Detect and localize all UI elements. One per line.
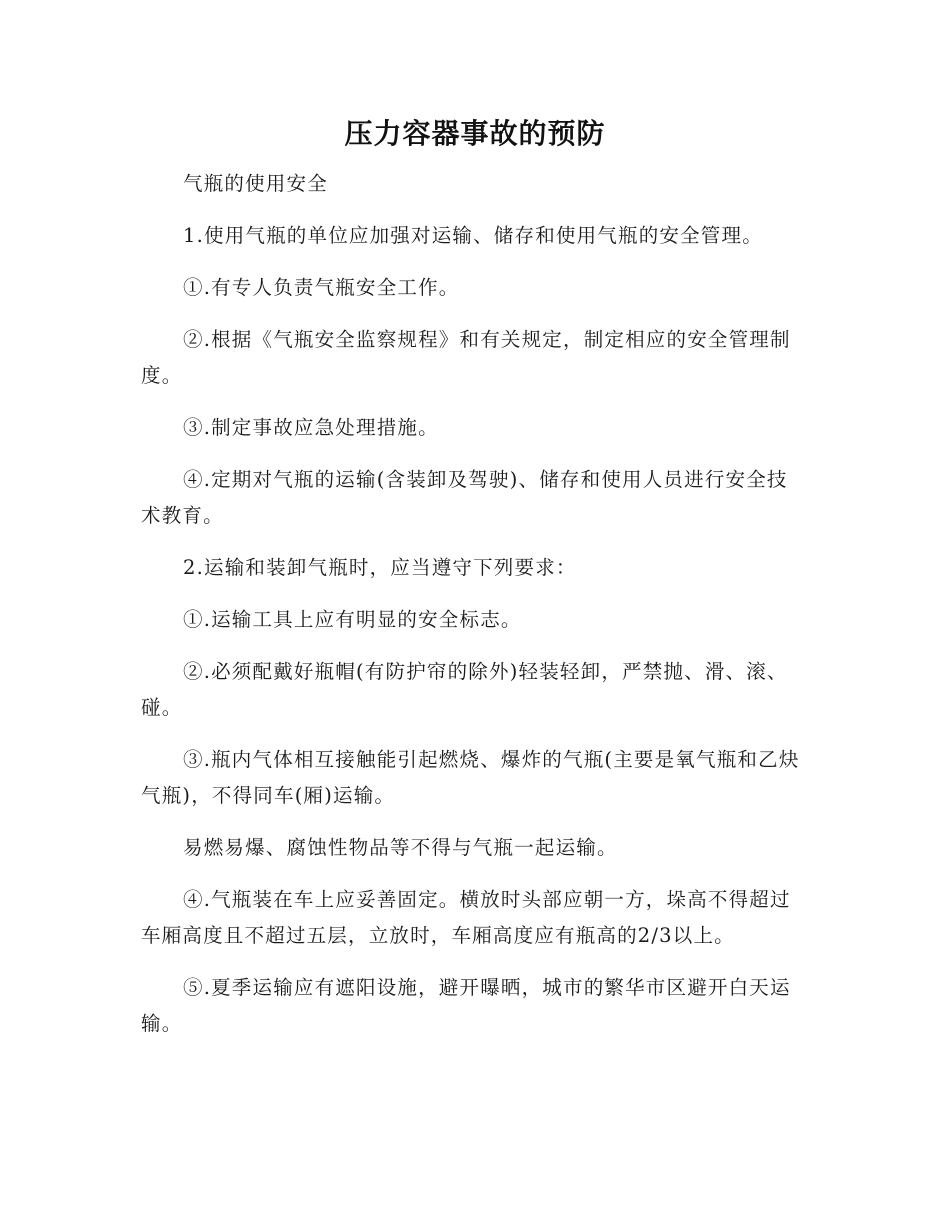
paragraph: ④.定期对气瓶的运输(含装卸及驾驶)、储存和使用人员进行安全技术教育。 xyxy=(141,468,788,527)
paragraph: 1.使用气瓶的单位应加强对运输、储存和使用气瓶的安全管理。 xyxy=(183,224,763,247)
paragraph: ②.必须配戴好瓶帽(有防护帘的除外)轻装轻卸，严禁抛、滑、滚、碰。 xyxy=(141,660,788,719)
paragraph: ⑤.夏季运输应有遮阳设施，避开曝晒，城市的繁华市区避开白天运输。 xyxy=(141,976,791,1035)
document-title: 压力容器事故的预防 xyxy=(344,117,606,150)
paragraph: 2.运输和装卸气瓶时，应当遵守下列要求： xyxy=(183,556,577,579)
paragraph: ③.制定事故应急处理措施。 xyxy=(183,416,439,439)
section-heading: 气瓶的使用安全 xyxy=(183,172,328,195)
paragraph: 易燃易爆、腐蚀性物品等不得与气瓶一起运输。 xyxy=(183,836,618,859)
paragraph: ①.有专人负责气瓶安全工作。 xyxy=(183,276,460,299)
paragraph: ①.运输工具上应有明显的安全标志。 xyxy=(183,608,522,631)
paragraph: ④.气瓶装在车上应妥善固定。横放时头部应朝一方，垛高不得超过车厢高度且不超过五层，立放时，车厢高度应有瓶高的2/3以上。 xyxy=(141,888,791,947)
paragraph: ②.根据《气瓶安全监察规程》和有关规定，制定相应的安全管理制度。 xyxy=(141,328,791,387)
paragraph: ③.瓶内气体相互接触能引起燃烧、爆炸的气瓶(主要是氧气瓶和乙炔气瓶)，不得同车(厢)运输。 xyxy=(141,748,800,807)
document-body xyxy=(141,166,805,1058)
